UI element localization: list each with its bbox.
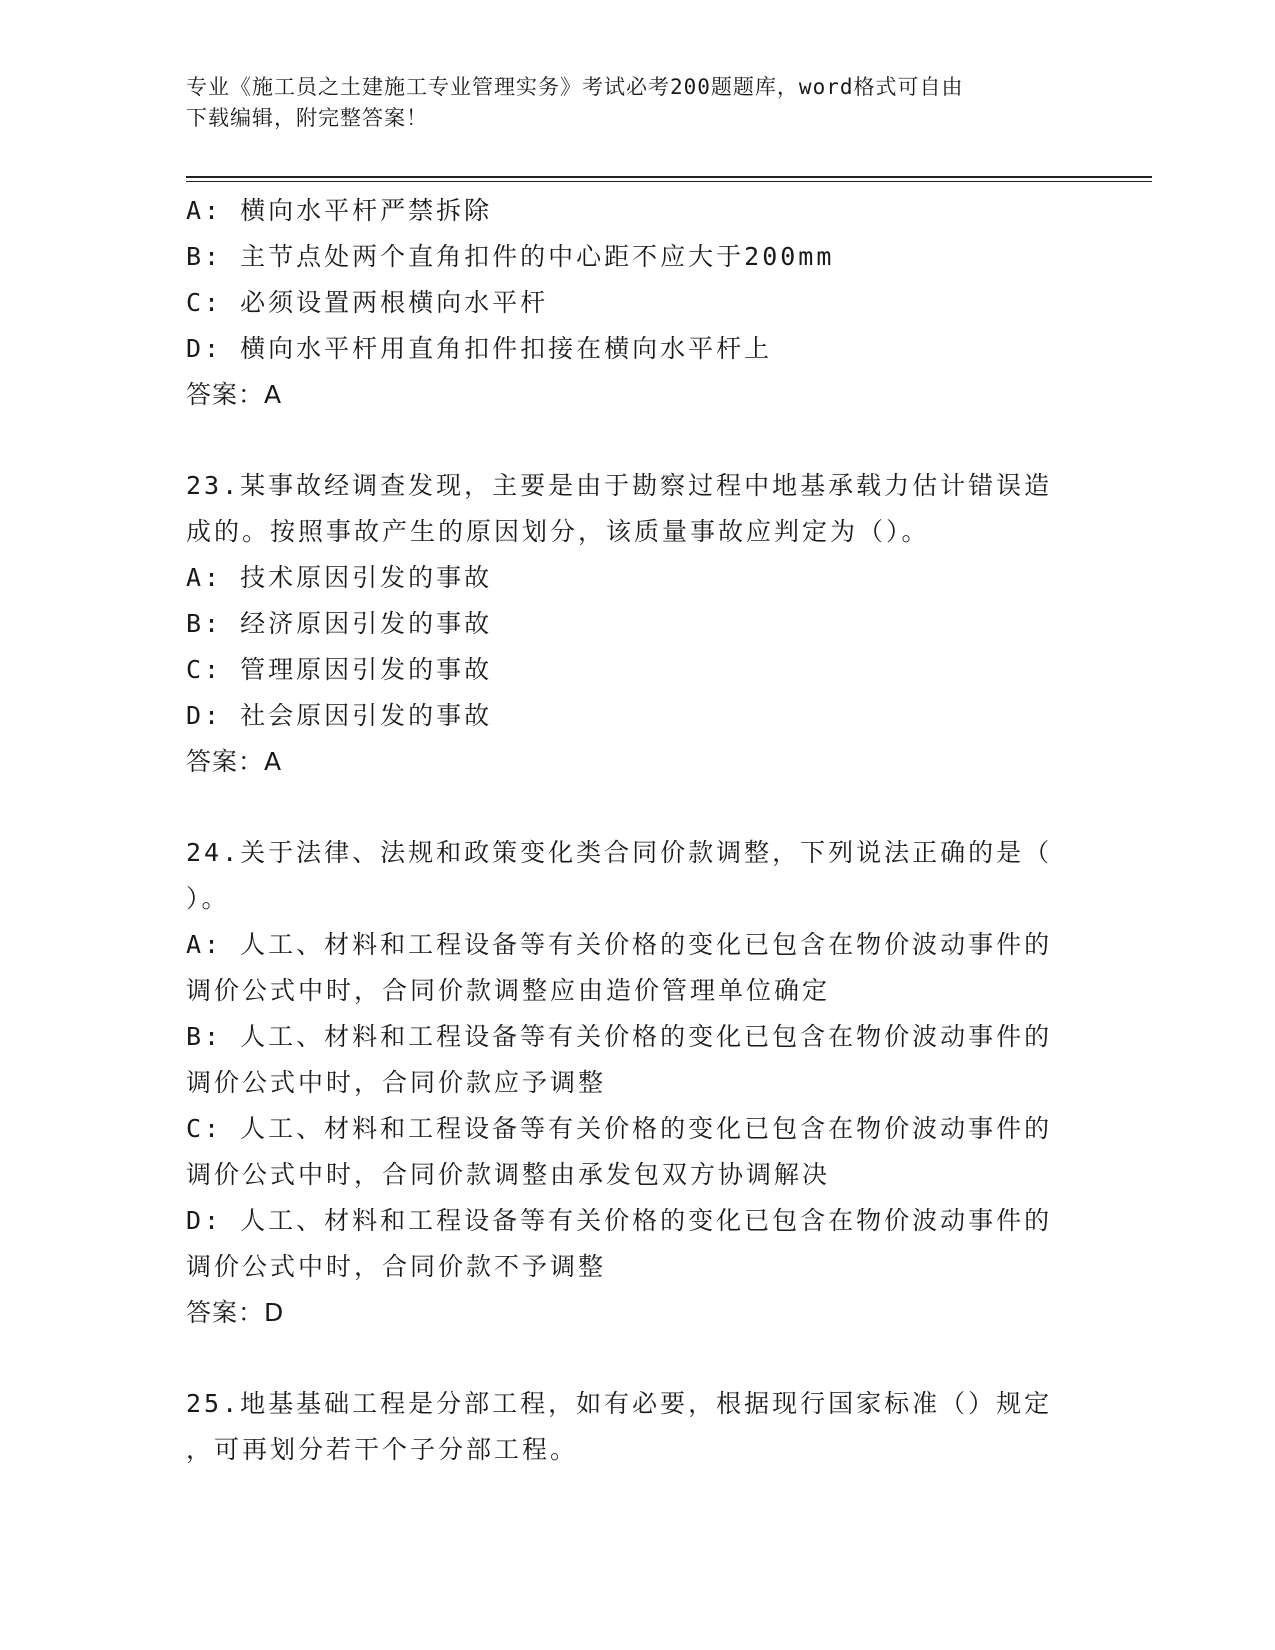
question-22-tail: [186, 188, 1086, 418]
question-25: [186, 1381, 1086, 1473]
header-line-1: 专业《施工员之土建施工专业管理实务》考试必考200题题库，word格式可自由: [186, 75, 964, 99]
option-a-line-1: A: 人工、材料和工程设备等有关价格的变化已包含在物价波动事件的: [186, 930, 1053, 959]
option-c: C: 必须设置两根横向水平杆: [186, 288, 549, 317]
question-stem-line-2: ，可再划分若干个子分部工程。: [186, 1435, 579, 1464]
header-line-2: 下载编辑，附完整答案！: [186, 106, 428, 130]
option-a: A: 技术原因引发的事故: [186, 563, 493, 592]
option-b-line-2: 调价公式中时，合同价款应予调整: [186, 1068, 607, 1097]
option-a: A: 横向水平杆严禁拆除: [186, 196, 493, 225]
header-divider-thin: [186, 181, 1152, 182]
option-d: D: 横向水平杆用直角扣件扣接在横向水平杆上: [186, 334, 773, 363]
option-d-line-1: D: 人工、材料和工程设备等有关价格的变化已包含在物价波动事件的: [186, 1206, 1053, 1235]
option-b: B: 主节点处两个直角扣件的中心距不应大于200mm: [186, 242, 835, 271]
option-b: B: 经济原因引发的事故: [186, 609, 493, 638]
option-d-line-2: 调价公式中时，合同价款不予调整: [186, 1252, 607, 1281]
option-a-line-2: 调价公式中时，合同价款调整应由造价管理单位确定: [186, 976, 831, 1005]
option-b-line-1: B: 人工、材料和工程设备等有关价格的变化已包含在物价波动事件的: [186, 1022, 1053, 1051]
question-stem-line-1: 24.关于法律、法规和政策变化类合同价款调整，下列说法正确的是（: [186, 838, 1053, 867]
question-stem-line-1: 23.某事故经调查发现，主要是由于勘察过程中地基承载力估计错误造: [186, 471, 1053, 500]
answer: 答案：D: [186, 1298, 285, 1327]
answer: 答案：A: [186, 747, 283, 776]
question-24: [186, 830, 1086, 1336]
question-list: [186, 188, 1086, 1473]
option-c: C: 管理原因引发的事故: [186, 655, 493, 684]
document-header: [186, 72, 1066, 134]
question-stem-line-2: ）。: [186, 884, 230, 913]
question-stem-line-2: 成的。按照事故产生的原因划分，该质量事故应判定为（）。: [186, 517, 930, 546]
option-c-line-2: 调价公式中时，合同价款调整由承发包双方协调解决: [186, 1160, 831, 1189]
answer: 答案：A: [186, 380, 283, 409]
option-d: D: 社会原因引发的事故: [186, 701, 493, 730]
question-stem-line-1: 25.地基基础工程是分部工程，如有必要，根据现行国家标准（）规定: [186, 1389, 1053, 1418]
header-divider-thick: [186, 176, 1152, 178]
question-23: [186, 463, 1086, 785]
option-c-line-1: C: 人工、材料和工程设备等有关价格的变化已包含在物价波动事件的: [186, 1114, 1053, 1143]
